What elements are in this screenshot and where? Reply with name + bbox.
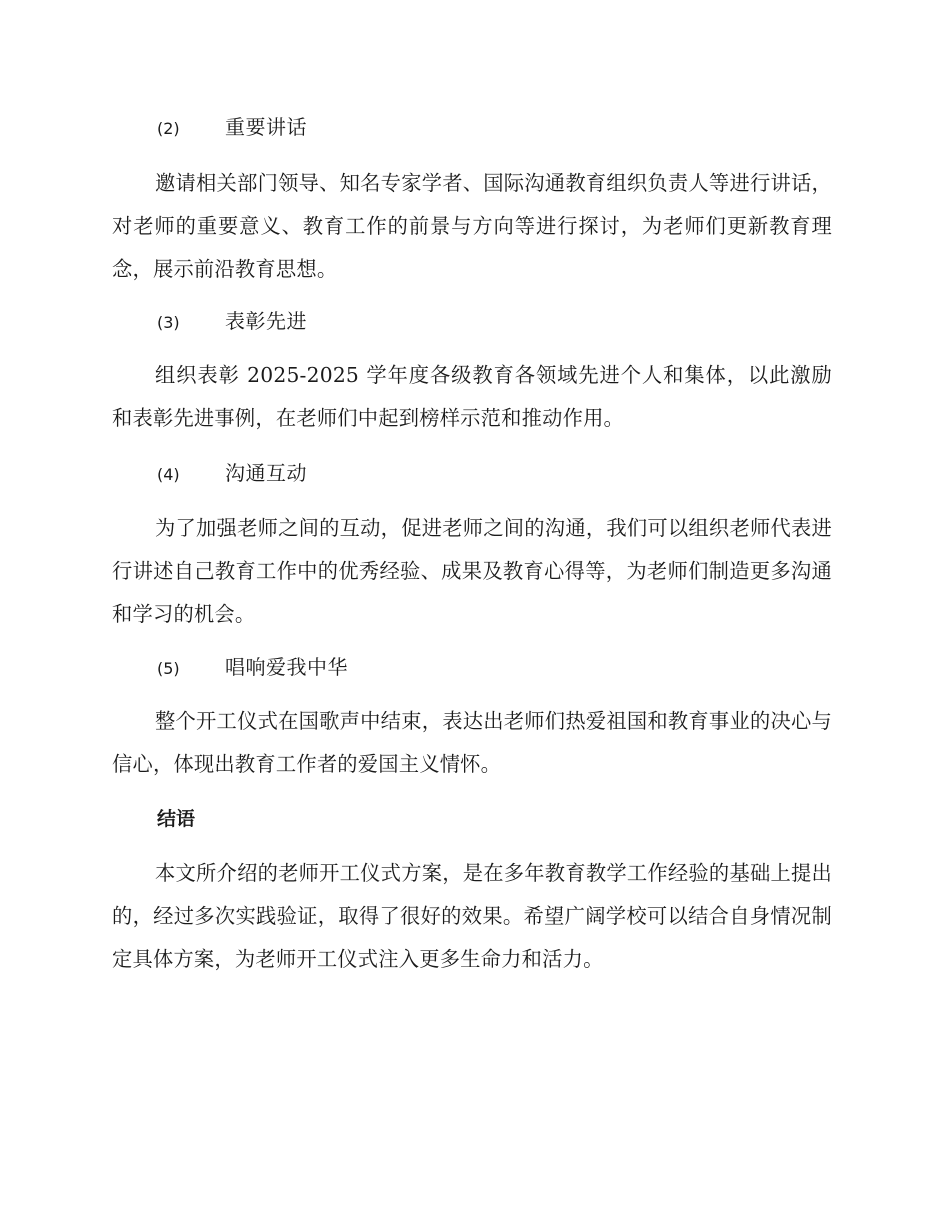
section-paragraph-2: 邀请相关部门领导、知名专家学者、国际沟通教育组织负责人等进行讲话，对老师的重要意义、教育工作的前景与方向等进行探讨，为老师们更新教育理念，展示前沿教育思想。: [112, 171, 832, 281]
section-heading-5: [157, 652, 348, 682]
section-title: 表彰先进: [225, 309, 307, 333]
section-paragraph-3: 组织表彰 2025-2025 学年度各级教育各领域先进个人和集体，以此激励和表彰先进事例，在老师们中起到榜样示范和推动作用。: [112, 363, 832, 430]
section-number: (3): [157, 313, 180, 332]
section-title: 重要讲话: [225, 115, 307, 139]
section-title: 唱响爱我中华: [225, 655, 348, 679]
section-paragraph-5: 整个开工仪式在国歌声中结束，表达出老师们热爱祖国和教育事业的决心与信心，体现出教育工作者的爱国主义情怀。: [112, 709, 832, 776]
section-heading-3: [157, 306, 307, 336]
section-heading-2: [157, 112, 307, 142]
conclusion-paragraph: 本文所介绍的老师开工仪式方案，是在多年教育教学工作经验的基础上提出的，经过多次实践验证，取得了很好的效果。希望广阔学校可以结合自身情况制定具体方案，为老师开工仪式注入更多生命力和活力。: [112, 861, 832, 971]
section-heading-4: [157, 458, 307, 488]
section-paragraph-4: 为了加强老师之间的互动，促进老师之间的沟通，我们可以组织老师代表进行讲述自己教育工作中的优秀经验、成果及教育心得等，为老师们制造更多沟通和学习的机会。: [112, 516, 832, 626]
section-number: (5): [157, 659, 180, 678]
section-number: (2): [157, 119, 180, 138]
conclusion-heading: 结语: [157, 808, 196, 830]
section-title: 沟通互动: [225, 461, 307, 485]
section-number: (4): [157, 465, 180, 484]
